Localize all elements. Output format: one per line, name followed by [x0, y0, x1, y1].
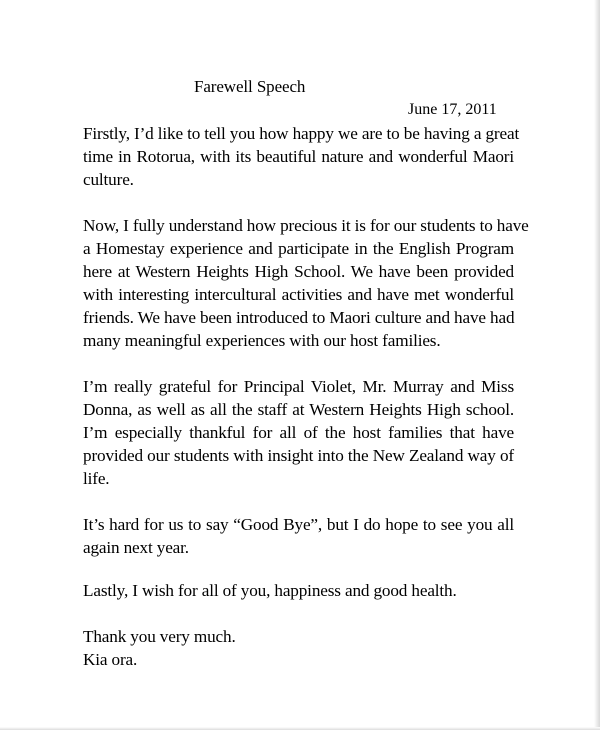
paragraph-2-line-1: Now, I fully understand how precious it is for our students to have: [83, 216, 529, 235]
document-date: June 17, 2011: [408, 101, 497, 118]
paragraph-3-line-5: life.: [83, 469, 110, 488]
paragraph-3-line-1: I’m really grateful for Principal Violet, Mr. Murray and Miss: [83, 377, 514, 396]
closing-line-2: Kia ora.: [83, 650, 138, 669]
paragraph-5-line-1: Lastly, I wish for all of you, happiness and good health.: [83, 581, 457, 600]
paragraph-2-line-2: a Homestay experience and participate in the English Program: [83, 239, 514, 258]
document-title: Farewell Speech: [194, 77, 306, 96]
paragraph-1-line-3: culture.: [83, 170, 134, 189]
closing-line-1: Thank you very much.: [83, 627, 236, 646]
paragraph-3-line-3: I’m especially thankful for all of the host families that have: [83, 423, 514, 442]
page-edge-shadow-right: [594, 0, 600, 730]
paragraph-3-line-2: Donna, as well as all the staff at Western Heights High school.: [83, 400, 514, 419]
paragraph-2-line-3: here at Western Heights High School. We have been provided: [83, 262, 514, 281]
paragraph-2-line-4: with interesting intercultural activities and have met wonderful: [83, 285, 514, 304]
paragraph-4-line-2: again next year.: [83, 538, 189, 557]
paragraph-4-line-1: It’s hard for us to say “Good Bye”, but I do hope to see you all: [83, 515, 514, 534]
paragraph-3-line-4: provided our students with insight into the New Zealand way of: [83, 446, 514, 465]
paragraph-2-line-5: friends. We have been introduced to Maori culture and have had: [83, 308, 515, 327]
paragraph-1-line-1: Firstly, I’d like to tell you how happy we are to be having a great: [83, 124, 520, 143]
paragraph-2-line-6: many meaningful experiences with our host families.: [83, 331, 441, 350]
paragraph-1-line-2: time in Rotorua, with its beautiful nature and wonderful Maori: [83, 147, 514, 166]
